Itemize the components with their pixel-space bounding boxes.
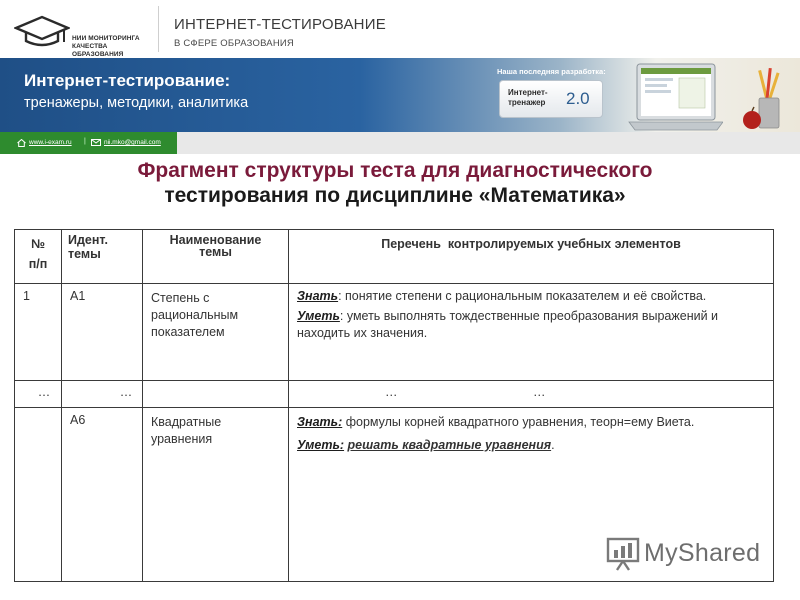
elements-ellipsis-2: … <box>532 385 546 399</box>
contact-strip <box>0 132 177 154</box>
header-id-line-1: Идент. <box>68 233 108 247</box>
promo-label: Наша последняя разработка: <box>497 67 606 76</box>
header-elements-label: Перечень контролируемых учебных элементов <box>381 237 681 251</box>
can-line <box>297 437 765 454</box>
email-link[interactable]: nii.mko@gmail.com <box>104 139 161 146</box>
heading-line-1: Фрагмент структуры теста для диагностического <box>137 159 653 182</box>
cell-number <box>15 408 62 582</box>
header-title: ИНТЕРНЕТ-ТЕСТИРОВАНИЕ <box>174 16 386 33</box>
table-row <box>15 284 774 381</box>
can-text: : уметь выполнять тождественные преобразования выражений и находить их значения. <box>297 309 719 340</box>
test-structure-table <box>14 229 774 582</box>
trainer-promo-button[interactable] <box>499 80 603 118</box>
column-header-topic <box>143 230 289 284</box>
promo-name-line-2: тренажер <box>508 98 546 107</box>
logo-line-2: КАЧЕСТВА ОБРАЗОВАНИЯ <box>72 43 124 58</box>
contact-bar <box>0 132 800 154</box>
promo-name <box>508 88 548 108</box>
home-icon <box>17 139 26 147</box>
site-link[interactable]: www.i-exam.ru <box>29 139 72 146</box>
page-heading <box>0 158 790 208</box>
header-id-line-2: темы <box>68 247 101 261</box>
column-header-id <box>62 230 143 284</box>
site-header <box>0 0 800 58</box>
table-row-ellipsis <box>15 381 774 408</box>
can-line <box>297 308 765 342</box>
table-header-row <box>15 230 774 284</box>
pencil-cup-icon <box>742 60 782 132</box>
know-line <box>297 414 765 431</box>
cell-number-ellipsis: … <box>15 381 62 408</box>
watermark-text: MyShared <box>644 539 761 567</box>
contact-separator: | <box>84 138 86 145</box>
cell-topic: Квадратные уравнения <box>143 408 289 582</box>
heading-line-2: тестирования по дисциплине «Математика» <box>164 184 626 207</box>
header-topic-line-2: темы <box>199 245 232 259</box>
logo-line-1: НИИ МОНИТОРИНГА <box>72 35 140 42</box>
banner-title: Интернет-тестирование: <box>24 71 231 90</box>
elements-ellipsis-1: … <box>385 385 398 399</box>
cell-elements <box>289 284 774 381</box>
header-divider <box>158 6 159 52</box>
cell-id: А1 <box>62 284 143 381</box>
cell-id-ellipsis: … <box>62 381 143 408</box>
cell-elements-ellipsis <box>289 381 774 408</box>
banner-subtitle: тренажеры, методики, аналитика <box>24 95 249 111</box>
graduation-cap-icon <box>14 14 70 48</box>
mail-icon <box>91 139 101 146</box>
presentation-board-icon <box>606 536 640 572</box>
know-label: Знать <box>297 289 339 303</box>
cell-id: А6 <box>62 408 143 582</box>
promo-version: 2.0 <box>566 89 590 108</box>
can-label: Уметь: <box>297 438 345 452</box>
header-number-line-2: п/п <box>28 257 48 271</box>
header-number-line-1: № <box>31 237 45 251</box>
laptop-icon <box>627 60 723 132</box>
know-label: Знать: <box>297 415 343 429</box>
column-header-number <box>15 230 62 284</box>
can-end: . <box>551 438 555 452</box>
can-text: решать квадратные уравнения <box>347 438 552 452</box>
header-subtitle: В СФЕРЕ ОБРАЗОВАНИЯ <box>174 38 294 49</box>
cell-topic: Степень с рациональным показателем <box>143 284 289 381</box>
promo-name-line-1: Интернет- <box>508 88 548 97</box>
header-topic-line-1: Наименование <box>169 233 262 247</box>
promo-banner <box>0 58 800 132</box>
know-line <box>297 288 765 305</box>
cell-topic-ellipsis <box>143 381 289 408</box>
cell-number: 1 <box>15 284 62 381</box>
logo-text <box>72 35 160 59</box>
can-label: Уметь <box>297 309 340 323</box>
know-text: : понятие степени с рациональным показателем и её свойства. <box>338 289 707 303</box>
myshared-watermark <box>606 534 766 574</box>
logo[interactable] <box>10 8 160 58</box>
know-text: формулы корней квадратного уравнения, теорн=ему Виета. <box>342 415 695 429</box>
column-header-elements <box>289 230 774 284</box>
